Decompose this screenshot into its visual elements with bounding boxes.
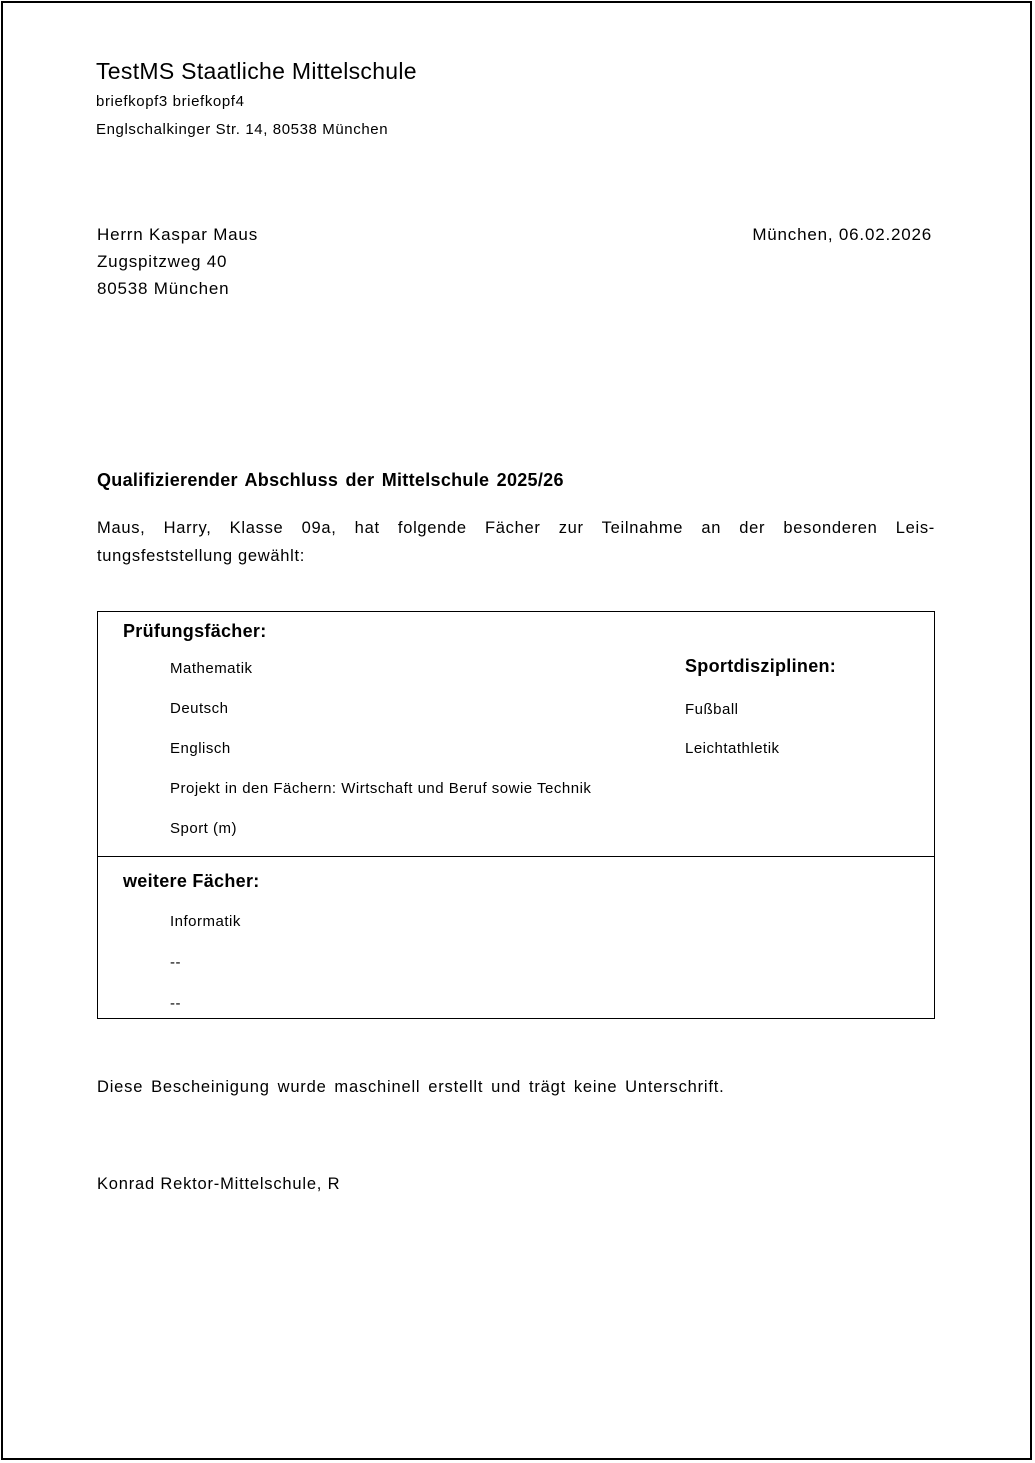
school-address: Englschalkinger Str. 14, 80538 München	[96, 121, 389, 138]
pruefungsfaecher-list	[170, 659, 591, 859]
sport-discipline-item: Fußball	[685, 701, 739, 718]
weitere-faecher-list	[170, 912, 241, 1035]
recipient-address	[97, 221, 258, 302]
exam-subject-item: Projekt in den Fächern: Wirtschaft und Beruf sowie Technik	[170, 780, 592, 797]
weitere-faecher-item: --	[170, 995, 181, 1012]
date-line: München, 06.02.2026	[752, 225, 932, 244]
sportdisziplinen-column	[685, 655, 836, 778]
box-divider	[98, 856, 934, 857]
exam-subject-item: Englisch	[170, 740, 231, 757]
pruefungsfaecher-heading: Prüfungsfächer:	[123, 621, 267, 641]
sport-discipline-item: Leichtathletik	[685, 740, 780, 757]
exam-subject-item: Deutsch	[170, 700, 229, 717]
weitere-faecher-item: Informatik	[170, 913, 241, 930]
exam-subject-item: Sport (m)	[170, 820, 238, 837]
exam-box	[97, 611, 935, 1019]
signature-name: Konrad Rektor-Mittelschule, R	[97, 1175, 341, 1193]
intro-paragraph	[97, 514, 935, 570]
recipient-street: Zugspitzweg 40	[97, 252, 228, 271]
subject-title: Qualifizierender Abschluss der Mittelschule 2025/26	[97, 470, 564, 490]
recipient-name: Herrn Kaspar Maus	[97, 225, 258, 244]
recipient-city: 80538 München	[97, 279, 230, 298]
machine-generated-note: Diese Bescheinigung wurde maschinell erstellt und trägt keine Unterschrift.	[97, 1078, 725, 1096]
intro-line-1: Maus, Harry, Klasse 09a, hat folgende Fächer zur Teilnahme an der besonderen Leis-	[97, 519, 935, 537]
sportdisziplinen-heading: Sportdisziplinen:	[685, 656, 837, 676]
weitere-faecher-item: --	[170, 954, 181, 971]
letterhead-line: briefkopf3 briefkopf4	[96, 93, 245, 110]
exam-subject-item: Mathematik	[170, 660, 253, 677]
weitere-faecher-heading: weitere Fächer:	[123, 871, 260, 891]
intro-line-2: tungsfeststellung gewählt:	[97, 547, 306, 565]
school-name: TestMS Staatliche Mittelschule	[96, 58, 417, 84]
